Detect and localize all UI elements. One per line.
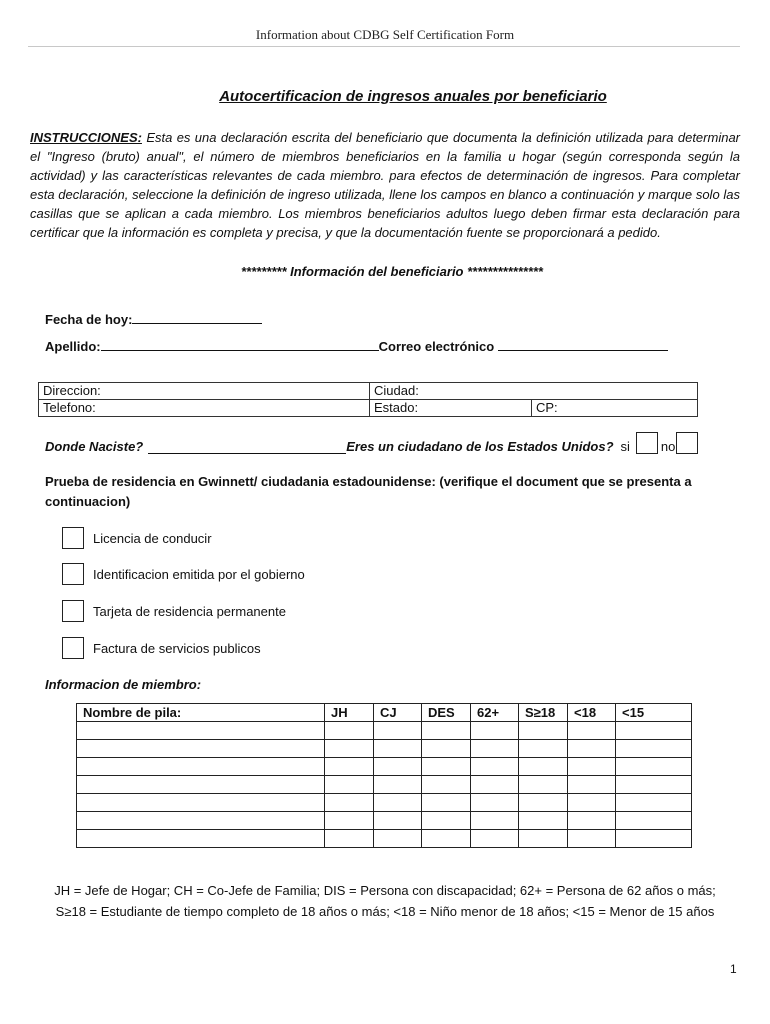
member-cell[interactable] <box>519 758 568 776</box>
members-header-row <box>77 704 692 722</box>
member-cell[interactable] <box>568 794 616 812</box>
member-cell[interactable] <box>325 740 374 758</box>
member-cell[interactable] <box>616 830 692 848</box>
instructions-text: Esta es una declaración escrita del beneficiario que documenta la definición utilizada para determinar el "Ingreso (bruto) anual", el número de miembros beneficiarios en la familia u hogar (según corresponda según la actividad) y las características relevantes de cada miembro. para efectos de determinación de ingresos. Para completar esta declaración, seleccione la definición de ingreso utilizada, llene los campos en blanco a continuación y marque solo las casillas que se aplican a cada miembro. Los miembros beneficiarios adultos luego deben firmar esta declaración para certificar que la información es completa y precisa, y que la documentación fuente se proporcionará a pedido. <box>30 130 740 240</box>
member-cell[interactable] <box>616 776 692 794</box>
address-label: Direccion: <box>43 383 101 398</box>
citizen-question: Eres un ciudadano de los Estados Unidos? <box>346 439 614 454</box>
document-title: Autocertificacion de ingresos anuales por beneficiario <box>219 88 607 105</box>
member-cell[interactable] <box>374 722 422 740</box>
instructions-label: INSTRUCCIONES: <box>30 130 142 145</box>
date-field-row <box>45 311 262 327</box>
member-cell[interactable] <box>374 758 422 776</box>
abbreviation-legend <box>0 880 770 922</box>
member-cell[interactable] <box>77 776 325 794</box>
legend-line-2: S≥18 = Estudiante de tiempo completo de 18 años o más; <18 = Niño menor de 18 años; <15 = Menor de 15 años <box>55 904 715 919</box>
citizen-no-checkbox[interactable] <box>676 432 698 454</box>
member-cell[interactable] <box>471 740 519 758</box>
citizen-yes-checkbox[interactable] <box>636 432 658 454</box>
col-des: DES <box>422 704 471 722</box>
member-cell[interactable] <box>568 722 616 740</box>
member-cell[interactable] <box>471 812 519 830</box>
member-cell[interactable] <box>616 794 692 812</box>
utility-bill-label: Factura de servicios publicos <box>93 640 261 656</box>
member-row <box>77 758 692 776</box>
member-cell[interactable] <box>519 794 568 812</box>
beneficiary-section-banner: ********* Información del beneficiario *************** <box>240 264 543 279</box>
member-cell[interactable] <box>568 812 616 830</box>
yes-label: si <box>620 439 630 454</box>
member-cell[interactable] <box>616 812 692 830</box>
surname-label: Apellido: <box>45 339 101 354</box>
member-cell[interactable] <box>471 758 519 776</box>
col-under15: <15 <box>616 704 692 722</box>
city-cell[interactable] <box>370 383 698 400</box>
email-input-line[interactable] <box>498 338 668 351</box>
phone-label: Telefono: <box>43 400 96 415</box>
state-cell[interactable] <box>370 400 532 417</box>
zip-label: CP: <box>536 400 558 415</box>
header-divider <box>28 46 740 47</box>
members-table <box>76 703 692 848</box>
member-row <box>77 740 692 758</box>
member-cell[interactable] <box>568 830 616 848</box>
col-first-name: Nombre de pila: <box>77 704 325 722</box>
member-cell[interactable] <box>568 758 616 776</box>
col-cj: CJ <box>374 704 422 722</box>
member-cell[interactable] <box>325 776 374 794</box>
member-cell[interactable] <box>374 812 422 830</box>
member-cell[interactable] <box>374 830 422 848</box>
proof-option-government-id[interactable] <box>62 563 305 585</box>
member-row <box>77 722 692 740</box>
member-cell[interactable] <box>422 776 471 794</box>
member-info-heading: Informacion de miembro: <box>45 677 202 692</box>
member-cell[interactable] <box>325 722 374 740</box>
member-cell[interactable] <box>519 740 568 758</box>
member-cell[interactable] <box>422 758 471 776</box>
member-cell[interactable] <box>568 776 616 794</box>
member-cell[interactable] <box>77 740 325 758</box>
member-cell[interactable] <box>471 830 519 848</box>
permanent-residence-label: Tarjeta de residencia permanente <box>93 603 286 619</box>
zip-cell[interactable] <box>532 400 698 417</box>
member-cell[interactable] <box>374 776 422 794</box>
surname-email-row <box>45 338 668 354</box>
government-id-checkbox[interactable] <box>62 563 84 585</box>
city-label: Ciudad: <box>374 383 419 398</box>
member-cell[interactable] <box>374 740 422 758</box>
surname-input-line[interactable] <box>101 338 379 351</box>
member-cell[interactable] <box>422 794 471 812</box>
member-cell[interactable] <box>422 722 471 740</box>
member-cell[interactable] <box>422 830 471 848</box>
member-cell[interactable] <box>374 794 422 812</box>
member-row <box>77 794 692 812</box>
col-jh: JH <box>325 704 374 722</box>
member-row <box>77 776 692 794</box>
state-label: Estado: <box>374 400 419 415</box>
utility-bill-checkbox[interactable] <box>62 637 84 659</box>
government-id-label: Identificacion emitida por el gobierno <box>93 566 305 582</box>
member-cell[interactable] <box>471 776 519 794</box>
member-cell[interactable] <box>325 794 374 812</box>
member-cell[interactable] <box>77 794 325 812</box>
legend-line-1: JH = Jefe de Hogar; CH = Co-Jefe de Familia; DIS = Persona con discapacidad; 62+ = Persona de 62 años o más; <box>54 883 716 898</box>
member-cell[interactable] <box>568 740 616 758</box>
member-cell[interactable] <box>77 830 325 848</box>
col-under18: <18 <box>568 704 616 722</box>
member-cell[interactable] <box>325 758 374 776</box>
instructions-paragraph <box>30 128 740 242</box>
member-cell[interactable] <box>77 812 325 830</box>
date-label: Fecha de hoy: <box>45 312 133 327</box>
member-cell[interactable] <box>519 722 568 740</box>
birthplace-label: Donde Naciste? <box>45 439 144 454</box>
no-label: no <box>660 439 676 454</box>
proof-option-drivers-license[interactable] <box>62 527 212 549</box>
email-label: Correo electrónico <box>378 339 495 354</box>
member-cell[interactable] <box>519 830 568 848</box>
member-cell[interactable] <box>77 722 325 740</box>
drivers-license-label: Licencia de conducir <box>93 530 212 546</box>
date-input-line[interactable] <box>132 311 262 324</box>
col-62plus: 62+ <box>471 704 519 722</box>
member-cell[interactable] <box>471 722 519 740</box>
contact-table <box>38 382 698 417</box>
member-cell[interactable] <box>325 830 374 848</box>
address-cell[interactable] <box>39 383 370 400</box>
drivers-license-checkbox[interactable] <box>62 527 84 549</box>
col-student18: S≥18 <box>519 704 568 722</box>
member-cell[interactable] <box>325 812 374 830</box>
birthplace-input-line[interactable] <box>148 441 346 454</box>
member-cell[interactable] <box>422 740 471 758</box>
member-row <box>77 812 692 830</box>
member-cell[interactable] <box>616 758 692 776</box>
member-cell[interactable] <box>519 812 568 830</box>
proof-option-permanent-residence[interactable] <box>62 600 286 622</box>
member-cell[interactable] <box>422 812 471 830</box>
permanent-residence-checkbox[interactable] <box>62 600 84 622</box>
member-cell[interactable] <box>616 740 692 758</box>
member-row <box>77 830 692 848</box>
page-number: 1 <box>730 962 737 976</box>
birth-citizenship-row <box>45 432 698 454</box>
phone-cell[interactable] <box>39 400 370 417</box>
member-cell[interactable] <box>77 758 325 776</box>
proof-heading: Prueba de residencia en Gwinnett/ ciudadania estadounidense: (verifique el document que se presenta a continuacion) <box>45 474 692 509</box>
member-cell[interactable] <box>471 794 519 812</box>
proof-option-utility-bill[interactable] <box>62 637 261 659</box>
running-header: Information about CDBG Self Certification Form <box>255 27 515 42</box>
member-cell[interactable] <box>519 776 568 794</box>
member-cell[interactable] <box>616 722 692 740</box>
